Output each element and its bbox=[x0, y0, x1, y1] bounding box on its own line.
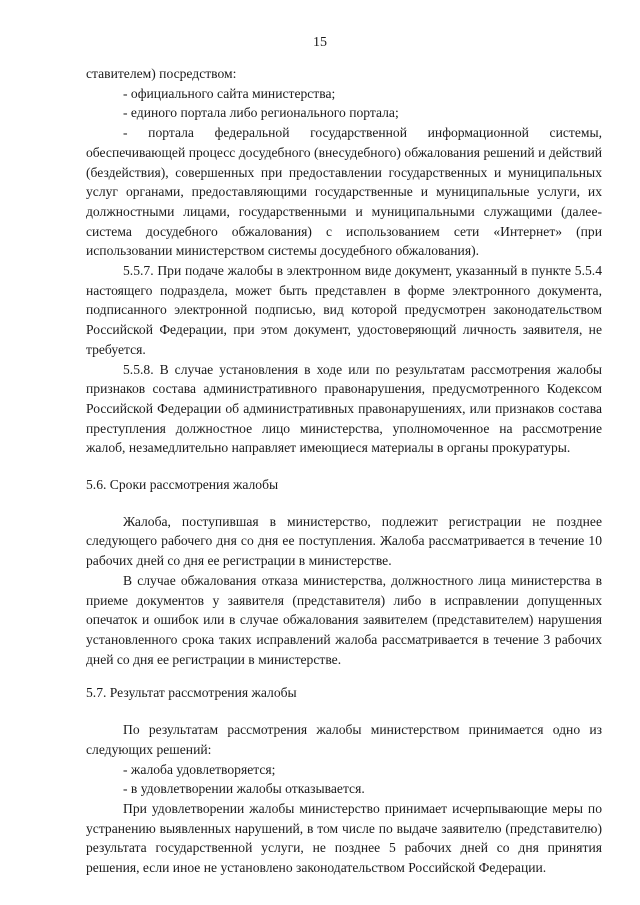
list-item: - жалоба удовлетворяется; bbox=[123, 761, 276, 777]
paragraph-5-5-8: 5.5.8. В случае установления в ходе или по результатам рассмотрения жалобы признаков состава административного правонарушения, предусмотренного Кодексом Российской Федерации об административных правонарушениях, или признаков состава преступления должностное лицо министерства, уполномоченное на рассмотрение жалоб, незамедлительно направляет имеющиеся материалы в органы прокуратуры. bbox=[86, 361, 602, 456]
paragraph: В случае обжалования отказа министерства, должностного лица министерства в приеме документов у заявителя (представителя) либо в исправлении допущенных опечаток и ошибок или в случае обжалования заявителем (представителем) нарушения установленного срока таких исправлений жалоба рассматривается в течение 3 рабочих дней со дня ее регистрации в министерстве. bbox=[86, 572, 602, 667]
paragraph: По результатам рассмотрения жалобы министерством принимается одно из следующих решений: bbox=[86, 722, 602, 757]
list-item: - портала федеральной государственной информационной системы, обеспечивающей процесс досудебного (внесудебного) обжалования решений и действий (бездействия), совершенных при предоставлении государственных и муниципальных услуг органами, предоставляющими государственные и муниципальные услуги, их должностными лицами, государственными и муниципальными служащими (далее-система досудебного обжалования) с использованием сети «Интернет» (при использовании министерством системы досудебного обжалования). bbox=[86, 125, 602, 259]
paragraph: Жалоба, поступившая в министерство, подлежит регистрации не позднее следующего рабочего дня со дня ее поступления. Жалоба рассматривается в течение 10 рабочих дней со дня ее регистрации в министерстве. bbox=[86, 513, 602, 569]
list-item: - единого портала либо регионального портала; bbox=[123, 105, 399, 121]
paragraph: ставителем) посредством: bbox=[86, 66, 237, 81]
list-item: - официального сайта министерства; bbox=[123, 85, 336, 101]
paragraph-5-5-7: 5.5.7. При подаче жалобы в электронном виде документ, указанный в пункте 5.5.4 настоящего подраздела, может быть представлен в форме электронного документа, подписанного электронной подписью, вид которой предусмотрен законодательством Российской Федерации, при этом документ, удостоверяющий личность заявителя, не требуется. bbox=[86, 263, 602, 357]
document-body bbox=[86, 64, 602, 878]
paragraph: При удовлетворении жалобы министерство принимает исчерпывающие меры по устранению выявленных нарушений, в том числе по выдаче заявителю (представителю) результата государственной услуги, не позднее 5 рабочих дней со дня принятия решения, если иное не установлено законодательством Российской Федерации. bbox=[86, 800, 602, 876]
page-number: 15 bbox=[313, 35, 327, 50]
section-heading-5-6: 5.6. Сроки рассмотрения жалобы bbox=[86, 477, 279, 493]
section-heading-5-7: 5.7. Результат рассмотрения жалобы bbox=[86, 685, 297, 701]
list-item: - в удовлетворении жалобы отказывается. bbox=[123, 781, 365, 797]
